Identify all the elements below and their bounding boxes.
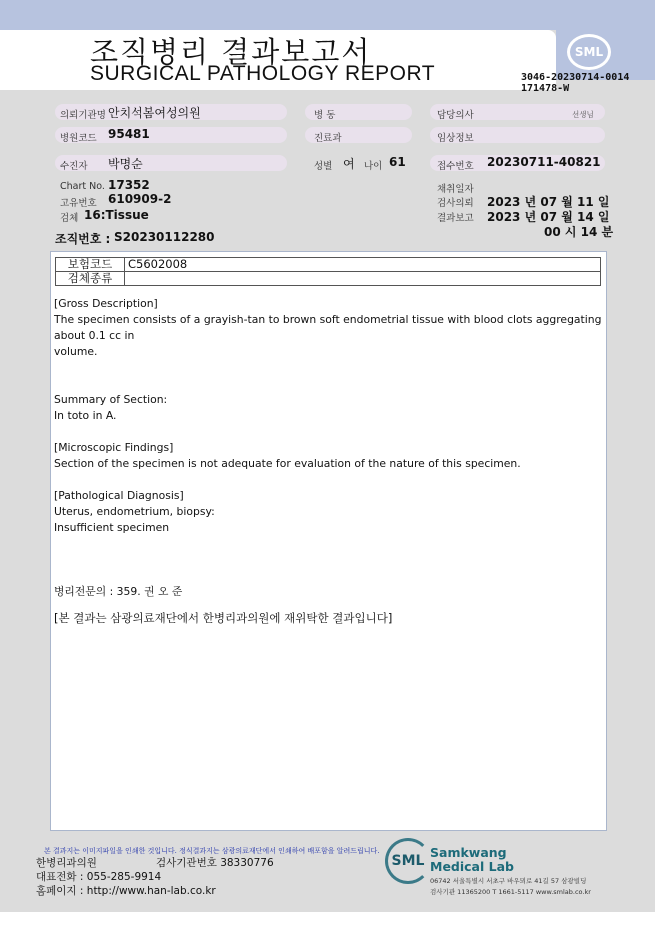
patient-label: 수진자 xyxy=(60,161,88,172)
collected-date-label: 채취일자 xyxy=(437,184,474,195)
institution-value: 안치석봄여성의원 xyxy=(108,106,201,120)
requested-date-value: 2023 년 07 월 11 일 xyxy=(487,195,610,209)
patient-value: 박명순 xyxy=(108,157,143,171)
microscopic-text: Section of the specimen is not adequate for evaluation of the nature of this specimen. xyxy=(54,457,521,470)
page-title-english: SURGICAL PATHOLOGY REPORT xyxy=(90,62,436,85)
receipt-value: 20230711-40821 xyxy=(487,155,601,169)
samkwang-address: 06742 서울특별시 서초구 바우뫼로 41길 57 삼광빌딩 xyxy=(430,877,587,885)
hospital-code-label: 병원코드 xyxy=(60,133,97,144)
summary-heading: Summary of Section: xyxy=(54,393,168,406)
clinical-label: 임상정보 xyxy=(437,133,474,144)
age-value: 61 xyxy=(389,155,406,169)
gross-description-text: The specimen consists of a grayish-tan to brown soft endometrial tissue with blood clots aggregating about 0.1 cc in xyxy=(54,313,605,342)
code-table xyxy=(55,257,601,286)
specimen-label: 검체 xyxy=(60,213,79,224)
sex-label: 성별 xyxy=(314,161,333,172)
pathologist-signature: 병리전문의 : 359. 권 오 준 xyxy=(54,585,183,598)
insurance-code-label: 보험코드 xyxy=(56,258,125,272)
institution-label: 의뢰기관명 xyxy=(60,110,106,121)
microscopic-heading: [Microscopic Findings] xyxy=(54,441,174,454)
footer-homepage[interactable]: 홈페이지 : http://www.han-lab.co.kr xyxy=(36,885,216,897)
unique-no-label: 고유번호 xyxy=(60,198,97,209)
samkwang-name-line-1: Samkwang xyxy=(430,845,507,860)
diagnosis-heading: [Pathological Diagnosis] xyxy=(54,489,184,502)
gross-description-text-2: volume. xyxy=(54,345,98,358)
diagnosis-text-1: Uterus, endometrium, biopsy: xyxy=(54,505,215,518)
doctor-suffix: 선생님 xyxy=(572,110,594,119)
requested-date-label: 검사의뢰 xyxy=(437,198,474,209)
tissue-number-value: S20230112280 xyxy=(114,230,215,244)
chart-no-label: Chart No. xyxy=(60,181,105,192)
report-id xyxy=(521,72,629,94)
specimen-value: 16:Tissue xyxy=(84,208,149,222)
report-content-box xyxy=(50,251,607,831)
reported-date-value: 2023 년 07 월 14 일 xyxy=(487,210,610,224)
sml-logo: SML xyxy=(567,34,611,70)
samkwang-logo: SML xyxy=(385,838,431,884)
reported-date-label: 결과보고 xyxy=(437,213,474,224)
page-title-korean: 조직병리 결과보고서 xyxy=(90,35,372,69)
summary-text: In toto in A. xyxy=(54,409,117,422)
patient-pill xyxy=(55,155,287,171)
specimen-type-label: 검체종류 xyxy=(56,272,125,286)
reported-time-value: 00 시 14 분 xyxy=(544,225,614,239)
chart-no-value: 17352 xyxy=(108,178,150,192)
samkwang-contact: 검사기관 11365200 T 1661-5117 www.smlab.co.kr xyxy=(430,888,591,896)
table-row xyxy=(56,258,601,272)
report-id-line-1: 3046-20230714-0014 xyxy=(521,72,630,83)
samkwang-name xyxy=(430,846,514,874)
hospital-code-value: 95481 xyxy=(108,127,150,141)
insurance-code-value: C5602008 xyxy=(125,258,601,272)
sex-value: 여 xyxy=(343,157,355,171)
consignment-note: [본 결과는 삼광의료재단에서 한병리과의원에 재위탁한 결과입니다] xyxy=(54,611,393,625)
tissue-number-label: 조직번호 : xyxy=(55,232,111,246)
footer-phone: 대표전화 : 055-285-9914 xyxy=(36,871,162,883)
footer-agency-number: 검사기관번호 38330776 xyxy=(156,857,274,869)
department-label: 진료과 xyxy=(314,133,342,144)
unique-no-value: 610909-2 xyxy=(108,192,172,206)
gross-description-heading: [Gross Description] xyxy=(54,297,158,310)
ward-label: 병 동 xyxy=(314,110,336,121)
footer-notice: 본 결과지는 이미지파일을 인쇄한 것입니다. 정식결과지는 삼광의료재단에서 인쇄하여 배포함을 알려드립니다. xyxy=(44,847,380,855)
table-row xyxy=(56,272,601,286)
footer-clinic-name: 한병리과의원 xyxy=(36,857,97,869)
age-label: 나이 xyxy=(364,161,383,172)
diagnosis-text-2: Insufficient specimen xyxy=(54,521,170,534)
receipt-label: 접수번호 xyxy=(437,161,474,172)
doctor-label: 담당의사 xyxy=(437,110,474,121)
specimen-type-value xyxy=(125,272,601,286)
report-body xyxy=(54,296,606,626)
samkwang-name-line-2: Medical Lab xyxy=(430,859,514,874)
report-id-line-2: 171478-W xyxy=(521,83,570,94)
